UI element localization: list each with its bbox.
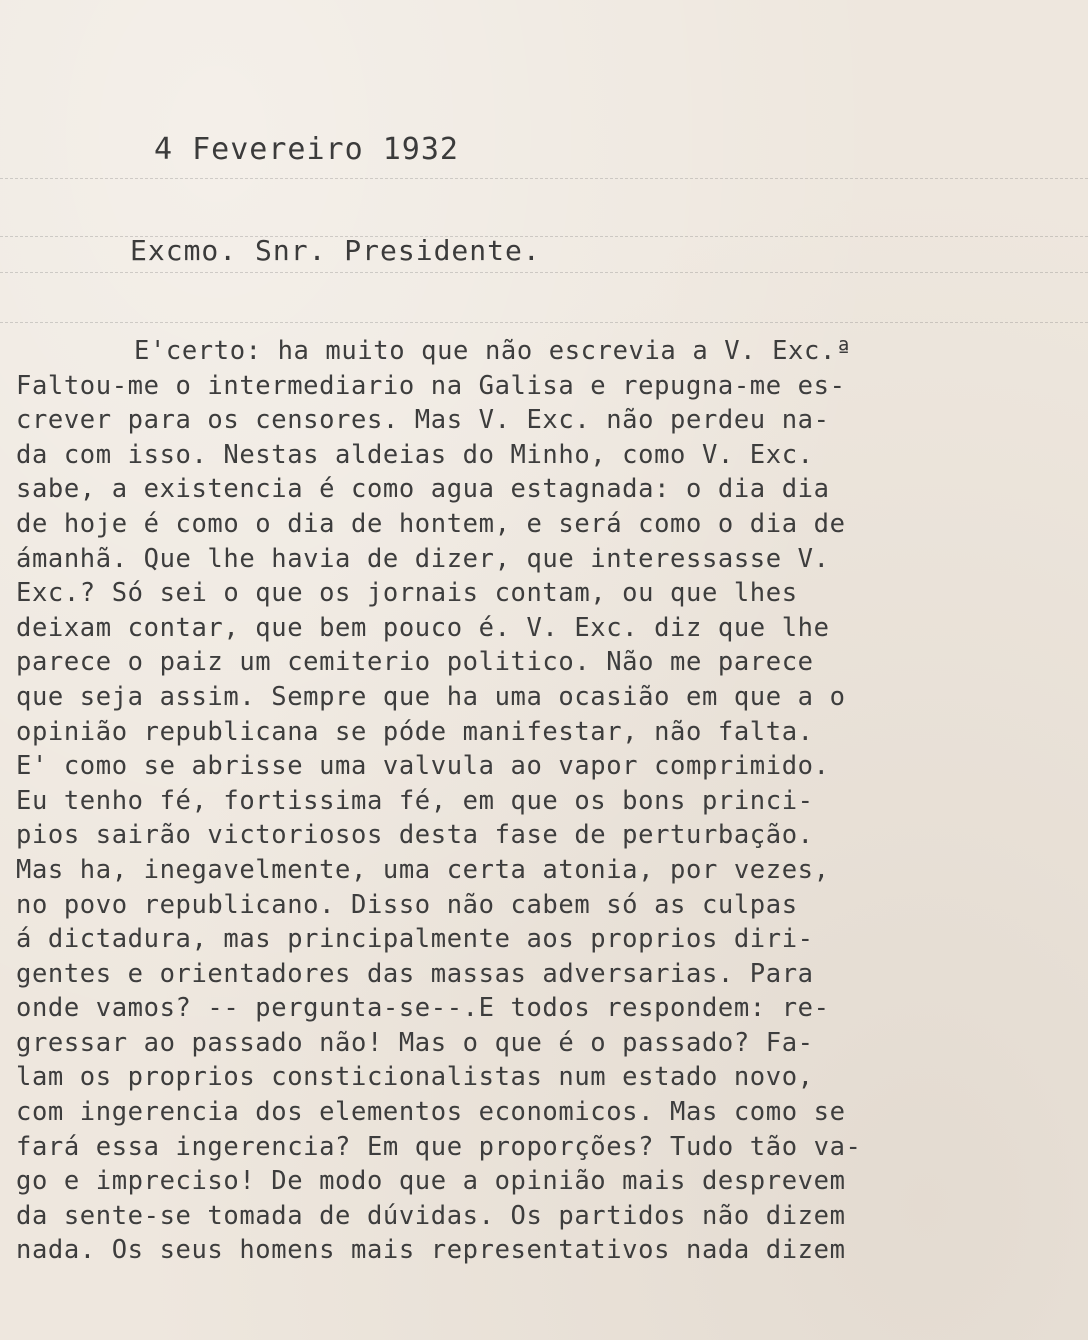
letter-line: que seja assim. Sempre que ha uma ocasião em que a o: [16, 681, 846, 712]
letter-line: E'certo: ha muito que não escrevia a V. Exc.ª: [134, 336, 852, 366]
letter-line: parece o paiz um cemiterio politico. Não me parece: [16, 647, 814, 678]
letter-line: E' como se abrisse uma valvula ao vapor comprimido.: [16, 751, 830, 782]
letter-line: gressar ao passado não! Mas o que é o passado? Fa-: [16, 1027, 814, 1058]
letter-line: Exc.? Só sei o que os jornais contam, ou que lhes: [16, 578, 798, 609]
letter-line: onde vamos? -- pergunta-se--.E todos respondem: re-: [16, 993, 830, 1024]
letter-line: fará essa ingerencia? Em que proporções? Tudo tão va-: [16, 1131, 862, 1162]
ruled-line: [0, 272, 1088, 273]
letter-line: opinião republicana se póde manifestar, não falta.: [16, 716, 814, 747]
letter-line: Eu tenho fé, fortissima fé, em que os bons princi-: [16, 785, 814, 816]
letter-line: deixam contar, que bem pouco é. V. Exc. diz que lhe: [16, 612, 830, 643]
letter-line: á dictadura, mas principalmente aos proprios diri-: [16, 924, 814, 955]
letter-line: nada. Os seus homens mais representativos nada dizem: [16, 1235, 846, 1266]
letter-line: com ingerencia dos elementos economicos. Mas como se: [16, 1097, 846, 1128]
letter-salutation: Excmo. Snr. Presidente.: [130, 234, 541, 267]
letter-date: 4 Fevereiro 1932: [154, 132, 459, 167]
letter-line: ámanhã. Que lhe havia de dizer, que interessasse V.: [16, 543, 830, 574]
letter-line: Mas ha, inegavelmente, uma certa atonia, por vezes,: [16, 854, 830, 885]
letter-line: go e impreciso! De modo que a opinião mais desprevem: [16, 1166, 846, 1197]
ruled-line: [0, 178, 1088, 179]
letter-line: sabe, a existencia é como agua estagnada: o dia dia: [16, 474, 830, 505]
letter-line: Faltou-me o intermediario na Galisa e repugna-me es-: [16, 370, 846, 401]
letter-line: no povo republicano. Disso não cabem só as culpas: [16, 889, 798, 920]
letter-body: [16, 334, 1076, 1268]
letter-line: da com isso. Nestas aldeias do Minho, como V. Exc.: [16, 439, 814, 470]
letter-line: de hoje é como o dia de hontem, e será como o dia de: [16, 508, 846, 539]
letter-line: crever para os censores. Mas V. Exc. não perdeu na-: [16, 405, 830, 436]
letter-line: lam os proprios consticionalistas num estado novo,: [16, 1062, 814, 1093]
letter-line: pios sairão victoriosos desta fase de perturbação.: [16, 820, 814, 851]
ruled-line: [0, 322, 1088, 323]
letter-line: da sente-se tomada de dúvidas. Os partidos não dizem: [16, 1200, 846, 1231]
letter-line: gentes e orientadores das massas adversarias. Para: [16, 958, 814, 989]
